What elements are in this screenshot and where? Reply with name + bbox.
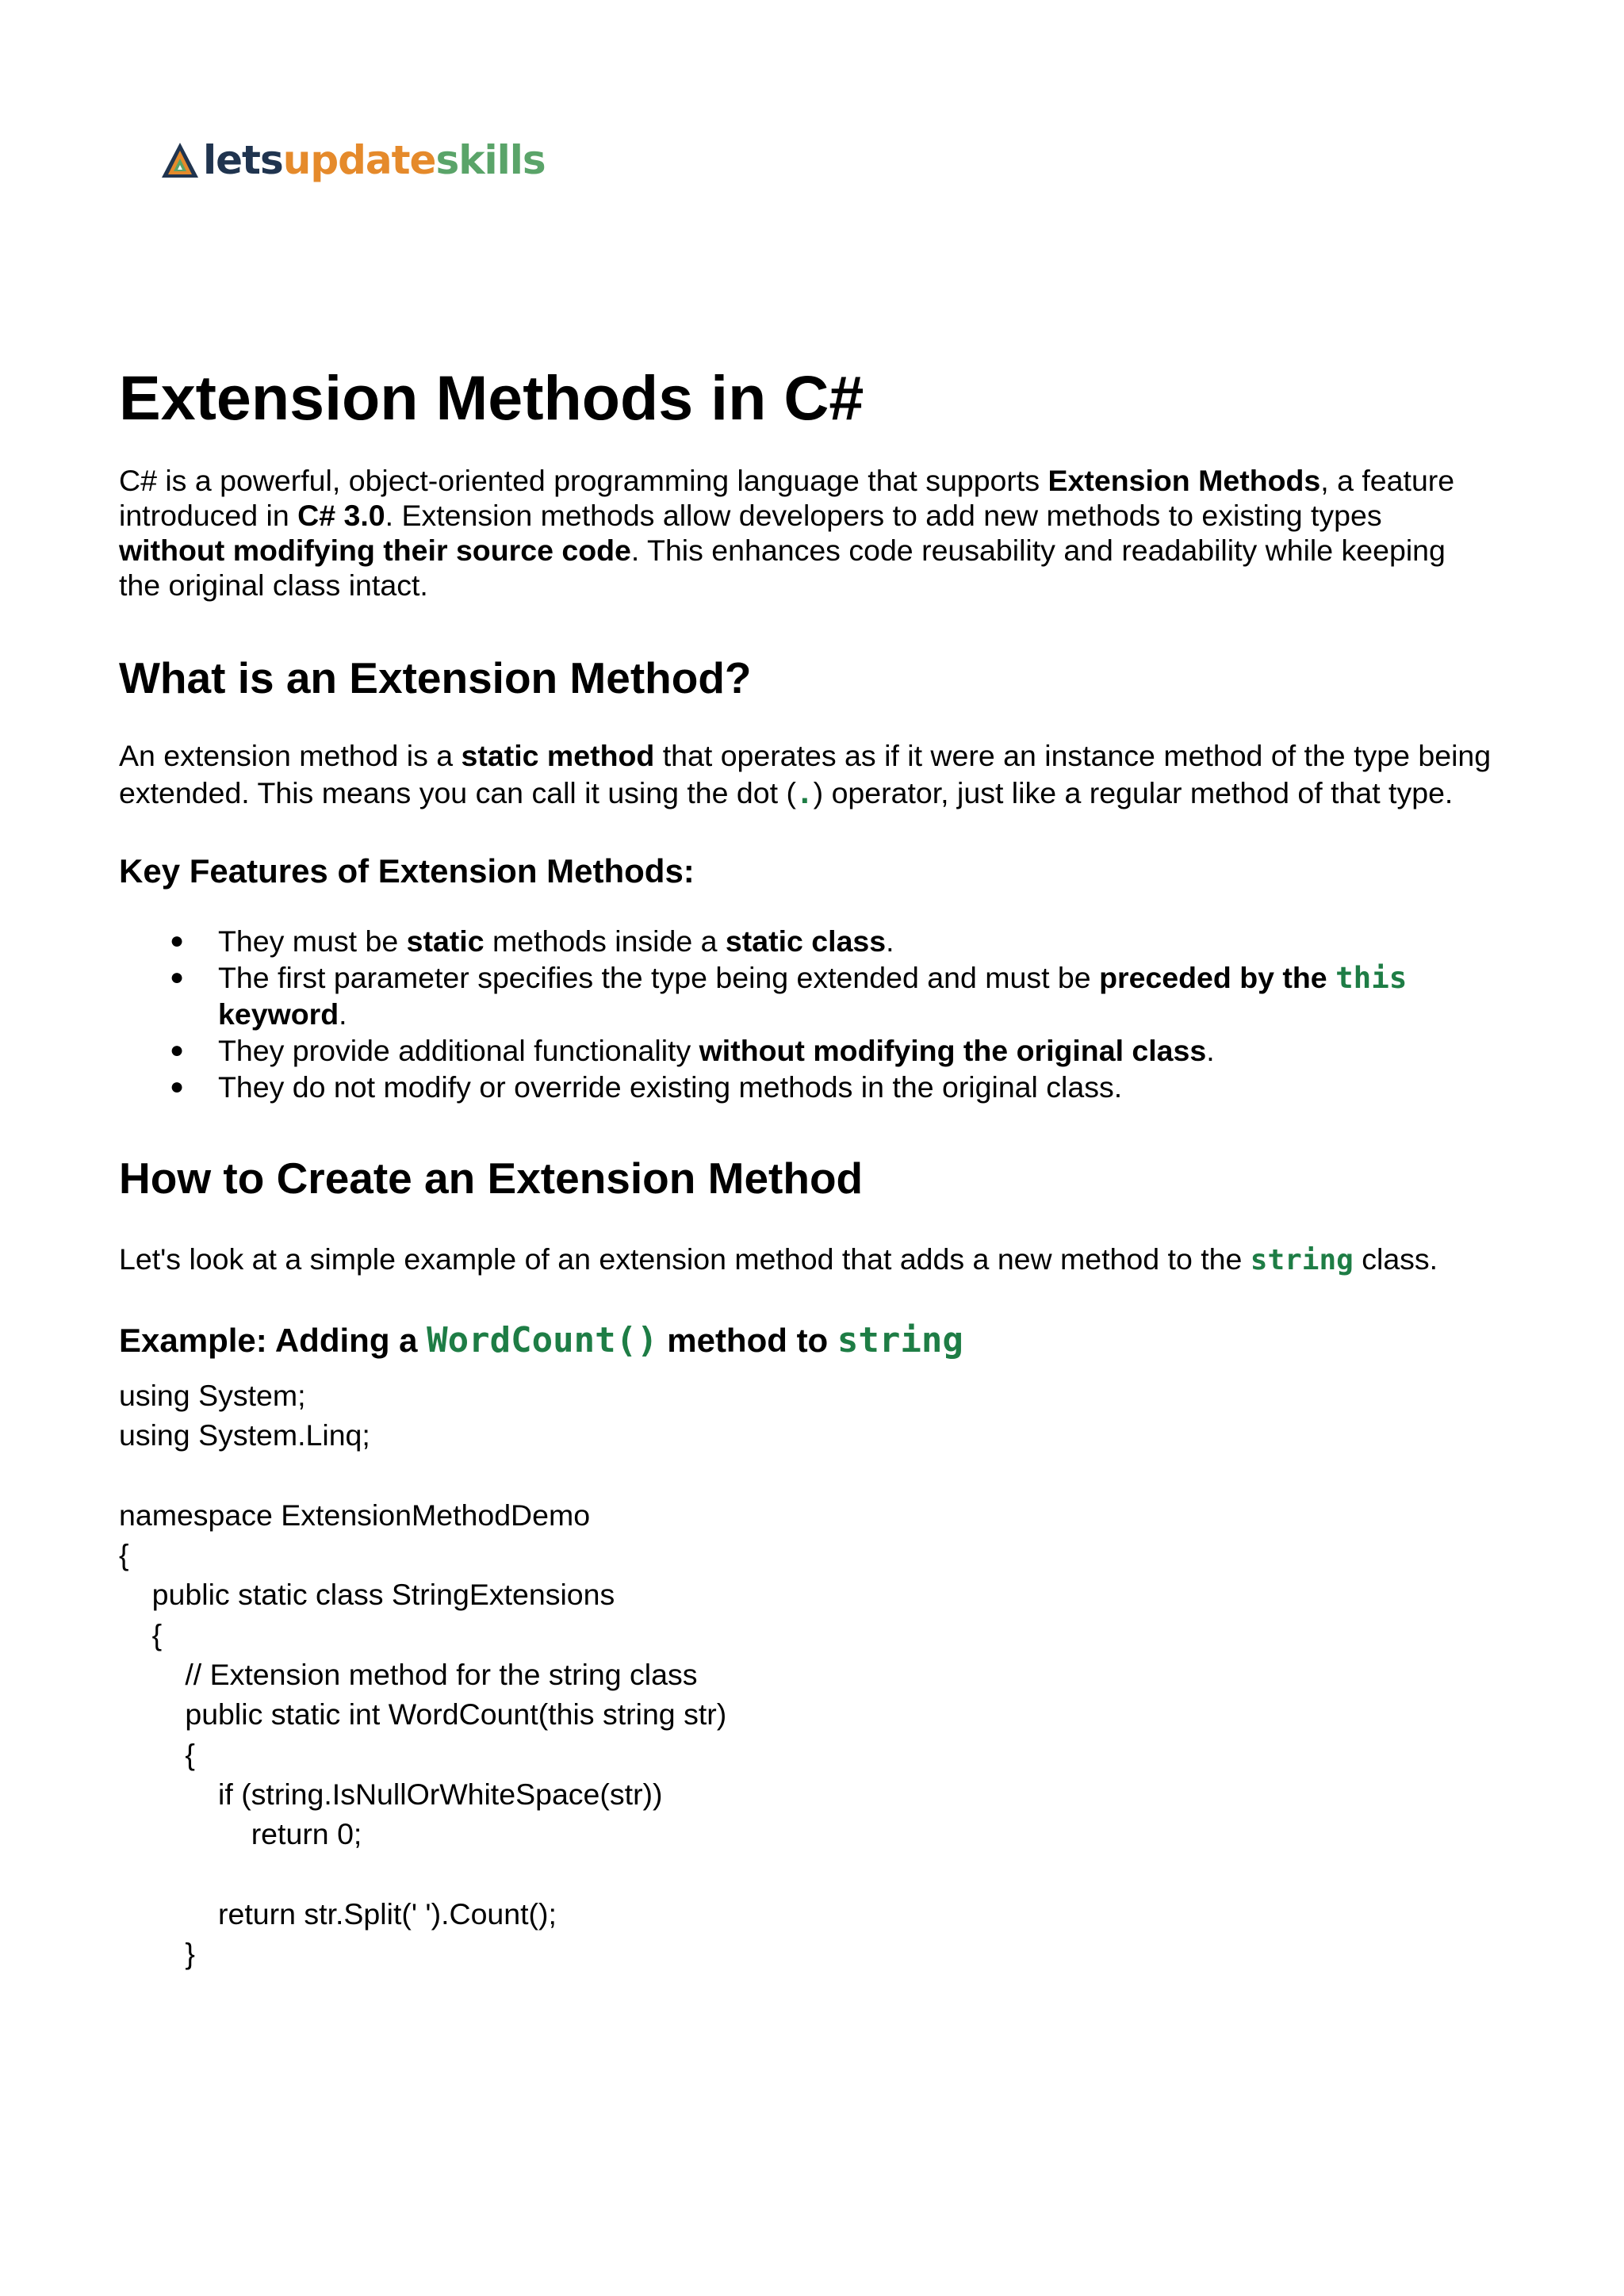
features-list [119, 923, 1407, 1105]
code-line: } [119, 1937, 195, 1971]
code-line: { [119, 1617, 163, 1651]
how-to-text: Let's look at a simple example of an extension method that adds a new method to the [119, 1242, 1251, 1276]
list-item: ● They must be static methods inside a static class. [119, 923, 1407, 959]
logo-update: update [282, 137, 436, 183]
code-line: return str.Split(' ').Count(); [119, 1896, 557, 1931]
code-line [119, 1854, 726, 1894]
intro-bold: C# 3.0 [297, 499, 385, 532]
code-line: { [119, 1737, 195, 1771]
code-line: { [119, 1538, 129, 1572]
how-to-paragraph [119, 1242, 1438, 1278]
triangle-logo-icon [160, 141, 200, 179]
intro-bold: without modifying their source code [119, 534, 631, 567]
code-line [119, 1456, 726, 1495]
intro-paragraph [119, 463, 1454, 603]
intro-text: C# is a powerful, object-oriented programming language that supports [119, 464, 1048, 497]
intro-text: . This enhances code reusability and readability while keeping [630, 534, 1446, 567]
this-keyword-code: this [1335, 960, 1408, 995]
what-is-text: that operates as if it were an instance method of the type being [654, 739, 1492, 772]
what-is-paragraph [119, 737, 1491, 813]
dot-operator-code: . [795, 778, 814, 810]
page-title: Extension Methods in C# [119, 362, 864, 433]
wordcount-code: WordCount() [427, 1320, 658, 1360]
how-to-text: class. [1353, 1242, 1438, 1276]
what-is-text: An extension method is a [119, 739, 462, 772]
logo [160, 136, 546, 184]
string-type-code: string [1250, 1244, 1354, 1276]
section-heading-what-is: What is an Extension Method? [119, 653, 752, 702]
example-heading: Example: Adding a WordCount() method to string [119, 1320, 963, 1360]
code-line: // Extension method for the string class [119, 1658, 698, 1692]
intro-text: introduced in [119, 499, 298, 532]
logo-text [203, 137, 546, 183]
logo-skills: skills [435, 137, 546, 183]
section-heading-how-to-create: How to Create an Extension Method [119, 1154, 864, 1203]
code-line: if (string.IsNullOrWhiteSpace(str)) [119, 1777, 663, 1811]
what-is-text: ) operator, just like a regular method of that type. [813, 776, 1454, 809]
list-item: ● The first parameter specifies the type being extended and must be preceded by the this keyword. [119, 959, 1407, 1032]
code-line: using System.Linq; [119, 1418, 370, 1452]
intro-bold: Extension Methods [1048, 464, 1321, 497]
list-item: ● They provide additional functionality without modifying the original class. [119, 1032, 1407, 1069]
intro-text: . Extension methods allow developers to add new methods to existing types [385, 499, 1382, 532]
code-line: using System; [119, 1379, 306, 1412]
code-line: public static int WordCount(this string str) [119, 1697, 727, 1732]
intro-text: , a feature [1320, 464, 1455, 497]
logo-lets: lets [203, 137, 283, 183]
intro-text: the original class intact. [119, 568, 428, 602]
code-block [119, 1376, 726, 1973]
string-type-code: string [837, 1320, 963, 1360]
what-is-bold: static method [461, 739, 655, 772]
code-line: public static class StringExtensions [119, 1578, 615, 1612]
list-item: ● They do not modify or override existing methods in the original class. [119, 1069, 1407, 1105]
code-line: return 0; [119, 1817, 362, 1851]
what-is-text: extended. This means you can call it using the dot ( [119, 776, 796, 809]
code-line: namespace ExtensionMethodDemo [119, 1498, 591, 1532]
subheading-key-features: Key Features of Extension Methods: [119, 852, 695, 890]
